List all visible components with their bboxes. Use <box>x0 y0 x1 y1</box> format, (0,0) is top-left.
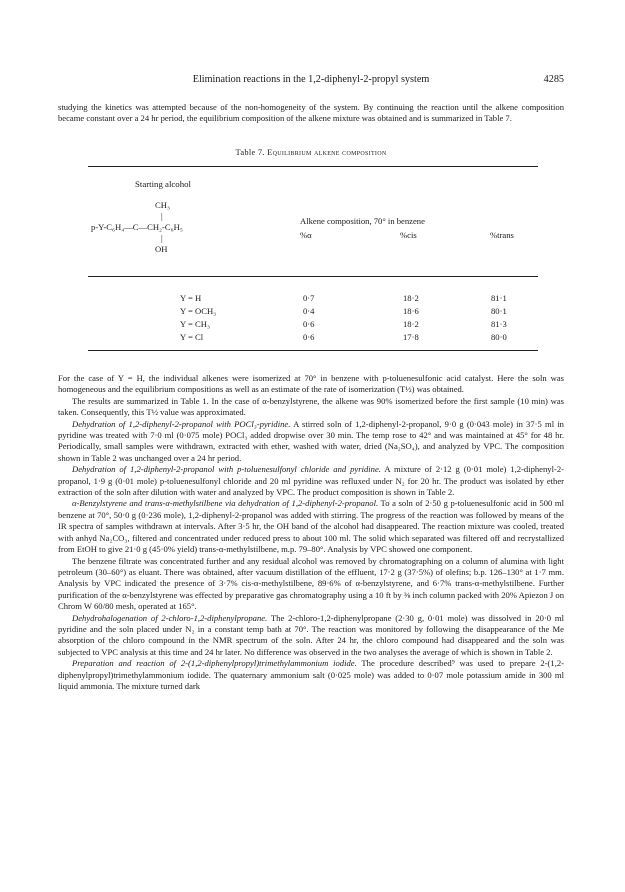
col-header-alpha: %α <box>300 230 312 240</box>
structure-bond-bottom: | <box>161 233 163 243</box>
paragraph <box>58 498 564 555</box>
intro-paragraph: studying the kinetics was attempted because of the non-homogeneity of the system. By continuing the reaction until the alkene composition became constant over a 24 hr period, the equilibrium composition of the alkene mixture was obtained and is summarized in Table 7. <box>58 102 564 124</box>
table-mid-rule <box>88 276 538 277</box>
paragraph-heading: Dehydrohalogenation of 2-chloro-1,2-diphenylpropane. <box>72 612 268 623</box>
starting-alcohol-label: Starting alcohol <box>135 179 191 189</box>
alkene-composition-header: Alkene composition, 70° in benzene <box>300 216 425 226</box>
row-trans: 80·0 <box>491 332 507 342</box>
row-alpha: 0·6 <box>303 319 315 329</box>
row-y-label: Y = H <box>180 293 202 303</box>
alcohol-structure <box>91 200 241 270</box>
paragraph-text: To a soln of 2·50 g p-toluenesulfonic acid in 500 ml benzene at 70°, 50·0 g (0·236 mole), 1,2-diphenyl-2-propanol was added with stirring. The progress of the reaction was followed by means of the IR spectra of samples withdrawn at intervals. After 3·5 hr, the OH band of the alcohol had disappeared. The reaction mixture was cooled, treated with anhyd Na₂CO₃, filtered and concentrated under reduced press to about 100 ml. The solid which separated was filtered off and recrystallized from EtOH to give 21·0 g (45·0% yield) trans-α-methylstilbene, m.p. 79–80°. Analysis by VPC showed one component. <box>58 498 564 555</box>
table-caption <box>58 148 564 157</box>
row-y-label: Y = CH₃ <box>180 319 210 329</box>
row-alpha: 0·4 <box>303 306 315 316</box>
structure-ch3: CH₃ <box>155 200 170 210</box>
paragraph-text: A mixture of 2·12 g (0·01 mole) 1,2-diphenyl-2-propanol, 1·9 g (0·01 mole) p-toluenesulfonyl chloride and 20 ml pyridine was refluxed under N₂ for 20 hr. The product was isolated by ether extraction of the soln after dilution with water and analyzed by VPC. The product composition is shown in Table 2. <box>58 464 565 498</box>
row-y-label: Y = OCH₃ <box>180 306 217 316</box>
running-header <box>58 74 564 86</box>
paragraph <box>58 658 564 692</box>
running-title: Elimination reactions in the 1,2-diphenyl-2-propyl system <box>192 74 430 85</box>
row-trans: 80·1 <box>491 306 507 316</box>
page-number: 4285 <box>543 74 564 85</box>
table-caption-title: Equilibrium alkene composition <box>267 148 387 157</box>
paragraph-text: The 2-chloro-1,2-diphenylpropane (2·30 g, 0·01 mole) was dissolved in 20·0 ml pyridine and the soln placed under N₂ in a constant temp bath at 70°. The reaction was monitored by following the disappearance of the Me absorption of the chloro compound in the NMR spectrum of the soln. After 24 hr, the chloro compound had disappeared and the soln was subjected to VPC analysis at this time and 24 hr later. No difference was observed in the two analyses the average of which is shown in Table 2. <box>58 612 564 657</box>
table-top-rule <box>88 166 538 167</box>
paragraph-heading: Dehydration of 1,2-diphenyl-2-propanol with POCl₃-pyridine. <box>72 418 291 429</box>
paragraph <box>58 464 564 498</box>
row-cis: 18·6 <box>403 306 419 316</box>
paragraph <box>58 419 564 465</box>
table-bottom-rule <box>88 350 538 351</box>
row-cis: 17·8 <box>403 332 419 342</box>
structure-main-chain: p-Y-C₆H₄—C—CH₂-C₆H₅ <box>91 222 183 232</box>
paragraph-heading: α-Benzylstyrene and trans-α-methylstilbene via dehydration of 1,2-diphenyl-2-propanol. <box>72 498 379 509</box>
col-header-cis: %cis <box>400 230 417 240</box>
col-header-trans: %trans <box>490 230 514 240</box>
paragraph <box>58 613 564 659</box>
row-cis: 18·2 <box>403 319 419 329</box>
paragraph: The results are summarized in Table 1. In the case of α-benzylstyrene, the alkene was 90% isomerized before the first sample (10 min) was taken. Consequently, this T½ value was approximated. <box>58 395 564 418</box>
table-caption-prefix: Table 7. <box>235 148 265 157</box>
row-y-label: Y = Cl <box>180 332 204 342</box>
row-alpha: 0·7 <box>303 293 315 303</box>
paragraph-heading: Dehydration of 1,2-diphenyl-2-propanol with p-toluenesulfonyl chloride and pyridine. <box>72 464 381 475</box>
paragraph-text: The procedure described⁹ was used to prepare 2-(1,2-diphenylpropyl)trimethylammonium iodide. The quaternary ammonium salt (0·025 mole) was added to 0·07 mole potassium amide in 300 ml liquid ammonia. The mixture turned dark <box>58 658 565 691</box>
paragraph: The benzene filtrate was concentrated further and any residual alcohol was removed by chromatographing on a column of alumina with light petroleum (30–60°) as eluant. There was obtained, after vacuum distillation of the effluent, 17·2 g (37·5%) of olefins; b.p. 126–130° at 1·7 mm. Analysis by VPC indicated the presence of 3·7% cis-α-methylstilbene, 89·6% of α-benzylstyrene, and 6·7% trans-α-methylstilbene. Further purification of the α-benzylstyrene was effected by preparative gas chromatography using a 10 ft by ⅜ inch column packed with 20% Apiezon J on Chrom W 60/80 mesh, operated at 165°. <box>58 555 564 612</box>
row-alpha: 0·6 <box>303 332 315 342</box>
experimental-text <box>58 373 564 692</box>
structure-oh: OH <box>155 244 168 254</box>
paragraph-heading: Preparation and reaction of 2-(1,2-diphenylpropyl)trimethylammonium iodide. <box>72 658 357 669</box>
structure-bond-top: | <box>161 211 163 221</box>
paragraph: For the case of Y = H, the individual alkenes were isomerized at 70° in benzene with p-toluenesulfonic acid catalyst. Here the soln was homogeneous and the equilibrium compositions as well as an estimate of the rate of isomerization (T½) was obtained. <box>58 373 564 395</box>
row-cis: 18·2 <box>403 293 419 303</box>
row-trans: 81·3 <box>491 319 507 329</box>
paragraph-text: A stirred soln of 1,2-diphenyl-2-propanol, 9·0 g (0·043 mole) in 37·5 ml in pyridine was treated with 7·0 ml (0·075 mole) POCl₃ added dropwise over 30 min. The temp rose to 42° and was maintained at 45° for 48 hr. Periodically, small samples were withdrawn, extracted with ether, washed with water, dried (Na₂SO₄), and analyzed by VPC. The composition shown in Table 2 was unchanged over a 24 hr period. <box>58 418 564 463</box>
row-trans: 81·1 <box>491 293 507 303</box>
